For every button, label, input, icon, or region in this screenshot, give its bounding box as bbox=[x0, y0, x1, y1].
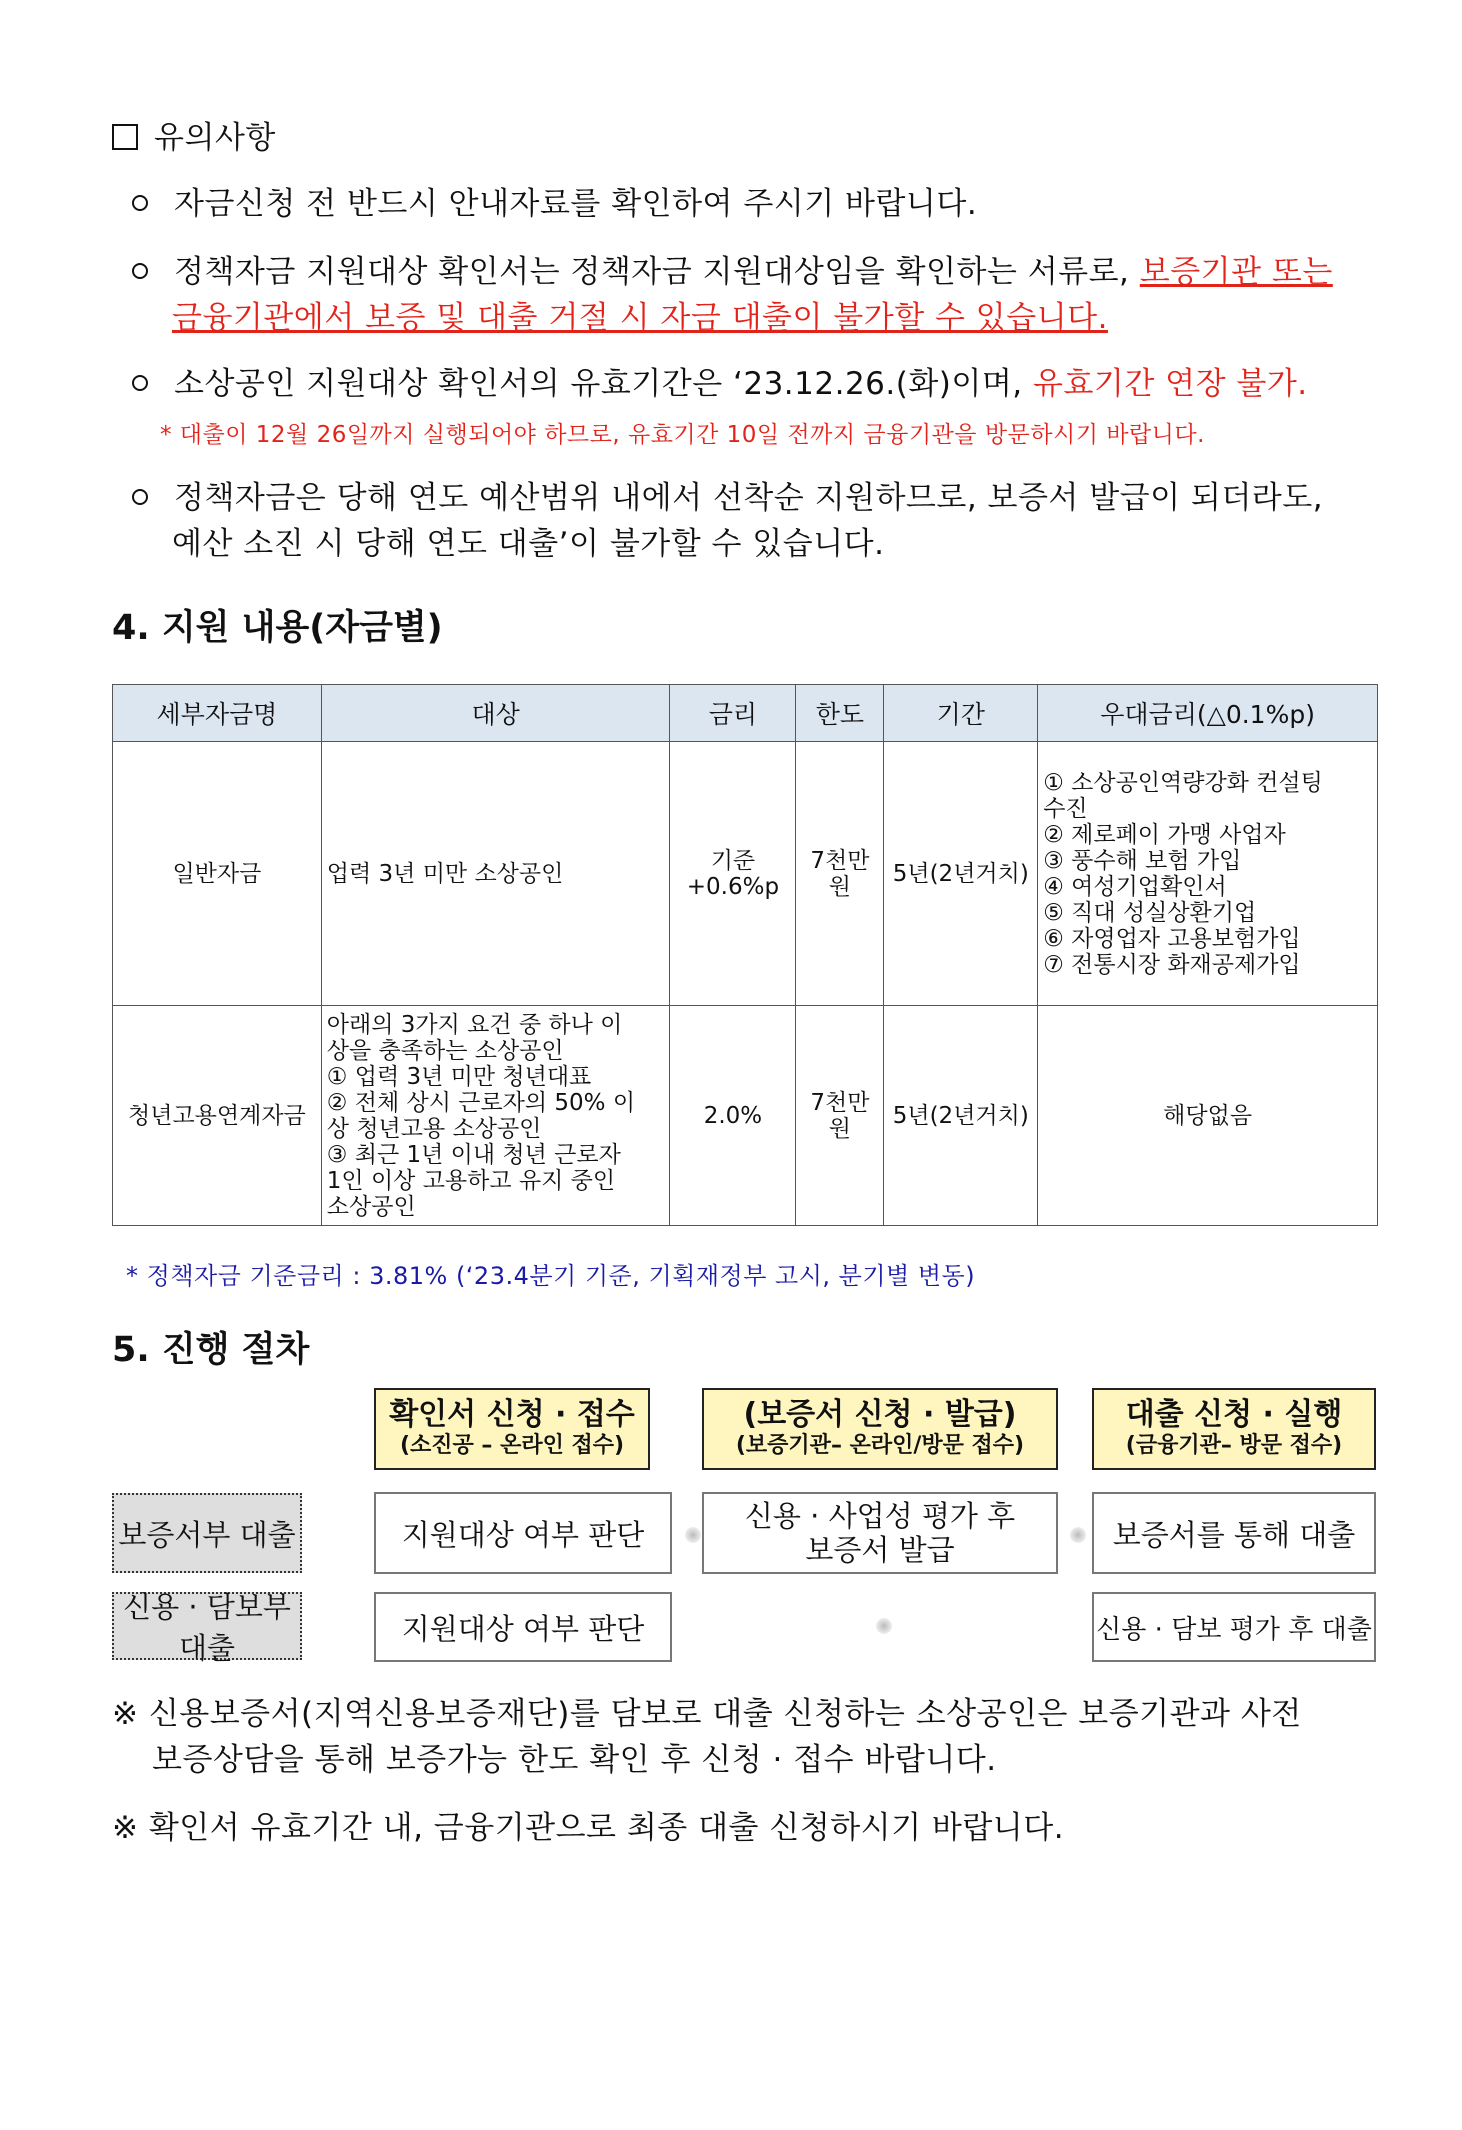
step-guarantee-loan: 보증서를 통해 대출 bbox=[1092, 1492, 1376, 1574]
section4-title: 4. 지원 내용(자금별) bbox=[112, 608, 443, 648]
fund-target: 업력 3년 미만 소상공인 bbox=[321, 742, 670, 1006]
base-rate-note: * 정책자금 기준금리 : 3.81% (‘23.4분기 기준, 기획재정부 고시, 분기별 변동) bbox=[126, 1262, 976, 1290]
row-label-credit-loan: 신용 · 담보부 대출 bbox=[112, 1592, 302, 1660]
fund-target: 아래의 3가지 요건 중 하나 이 상을 충족하는 소상공인 ① 업력 3년 미만 청년대표 ② 전체 상시 근로자의 50% 이 상 청년고용 소상공인 ③ 최근 1년 이내 청년 근로자 1인 이상 고용하고 유지 중인 소상공인 bbox=[321, 1006, 670, 1226]
arrow-icon bbox=[876, 1618, 892, 1634]
table-row bbox=[113, 742, 1378, 1006]
row-label-guarantee-loan: 보증서부 대출 bbox=[112, 1493, 302, 1573]
step-credit-loan: 신용 · 담보 평가 후 대출 bbox=[1092, 1592, 1376, 1662]
circle-bullet-icon bbox=[132, 375, 148, 391]
arrow-icon bbox=[1070, 1527, 1086, 1543]
stage-loan: 대출 신청 · 실행 (금융기관– 방문 접수) bbox=[1092, 1388, 1376, 1470]
step-eligibility-check: 지원대상 여부 판단 bbox=[374, 1492, 672, 1574]
notice-heading: 유의사항 bbox=[112, 112, 276, 157]
header-cell: 한도 bbox=[796, 685, 884, 742]
arrow-icon bbox=[685, 1527, 701, 1543]
support-table bbox=[112, 684, 1378, 1226]
stage-guarantee: (보증서 신청 · 발급) (보증기관– 온라인/방문 접수) bbox=[702, 1388, 1058, 1470]
header-cell: 금리 bbox=[670, 685, 796, 742]
circle-bullet-icon bbox=[132, 263, 148, 279]
notice-item-3-subnote: * 대출이 12월 26일까지 실행되어야 하므로, 유효기간 10일 전까지 금융기관을 방문하시기 바랍니다. bbox=[160, 422, 1205, 448]
fund-rate: 기준 +0.6%p bbox=[670, 742, 796, 1006]
fund-limit: 7천만 원 bbox=[796, 1006, 884, 1226]
fund-name: 청년고용연계자금 bbox=[113, 1006, 322, 1226]
notice-item-4: 정책자금은 당해 연도 예산범위 내에서 선착순 지원하므로, 보증서 발급이 되더라도, bbox=[132, 472, 1323, 517]
fund-period: 5년(2년거치) bbox=[884, 742, 1038, 1006]
header-cell: 우대금리(△0.1%p) bbox=[1038, 685, 1378, 742]
fund-name: 일반자금 bbox=[113, 742, 322, 1006]
fund-rate: 2.0% bbox=[670, 1006, 796, 1226]
checkbox-icon bbox=[112, 124, 138, 150]
fund-preferential-rate: 해당없음 bbox=[1038, 1006, 1378, 1226]
header-cell: 대상 bbox=[321, 685, 670, 742]
fund-preferential-rate: ① 소상공인역량강화 컨설팅 수진 ② 제로페이 가맹 사업자 ③ 풍수해 보험 가입 ④ 여성기업확인서 ⑤ 직대 성실상환기업 ⑥ 자영업자 고용보험가입 ⑦ 전통시장 화재공제가입 bbox=[1038, 742, 1378, 1006]
fund-period: 5년(2년거치) bbox=[884, 1006, 1038, 1226]
notice-item-2-warning: 금융기관에서 보증 및 대출 거절 시 자금 대출이 불가할 수 있습니다. bbox=[172, 300, 1108, 336]
notice-item-1: 자금신청 전 반드시 안내자료를 확인하여 주시기 바랍니다. bbox=[132, 178, 977, 223]
procedure-note-1: ※ 신용보증서(지역신용보증재단)를 담보로 대출 신청하는 소상공인은 보증기관과 사전 bbox=[112, 1696, 1302, 1732]
table-row bbox=[113, 1006, 1378, 1226]
notice-item-3: 소상공인 지원대상 확인서의 유효기간은 ‘23.12.26.(화)이며, 유효기간 연장 불가. bbox=[132, 358, 1308, 403]
circle-bullet-icon bbox=[132, 489, 148, 505]
fund-limit: 7천만 원 bbox=[796, 742, 884, 1006]
stage-confirmation: 확인서 신청 · 접수 (소진공 – 온라인 접수) bbox=[374, 1388, 650, 1470]
step-guarantee-issue: 신용 · 사업성 평가 후 보증서 발급 bbox=[702, 1492, 1058, 1574]
section5-title: 5. 진행 절차 bbox=[112, 1330, 310, 1370]
procedure-note-2: ※ 확인서 유효기간 내, 금융기관으로 최종 대출 신청하시기 바랍니다. bbox=[112, 1810, 1065, 1846]
notice-item-2: 정책자금 지원대상 확인서는 정책자금 지원대상임을 확인하는 서류로, 보증기관 또는 bbox=[132, 246, 1333, 291]
step-eligibility-check: 지원대상 여부 판단 bbox=[374, 1592, 672, 1662]
table-header-row bbox=[113, 685, 1378, 742]
circle-bullet-icon bbox=[132, 195, 148, 211]
notice-item-4-cont: 예산 소진 시 당해 연도 대출’이 불가할 수 있습니다. bbox=[172, 526, 885, 562]
procedure-note-1-cont: 보증상담을 통해 보증가능 한도 확인 후 신청 · 접수 바랍니다. bbox=[152, 1742, 997, 1778]
header-cell: 세부자금명 bbox=[113, 685, 322, 742]
header-cell: 기간 bbox=[884, 685, 1038, 742]
